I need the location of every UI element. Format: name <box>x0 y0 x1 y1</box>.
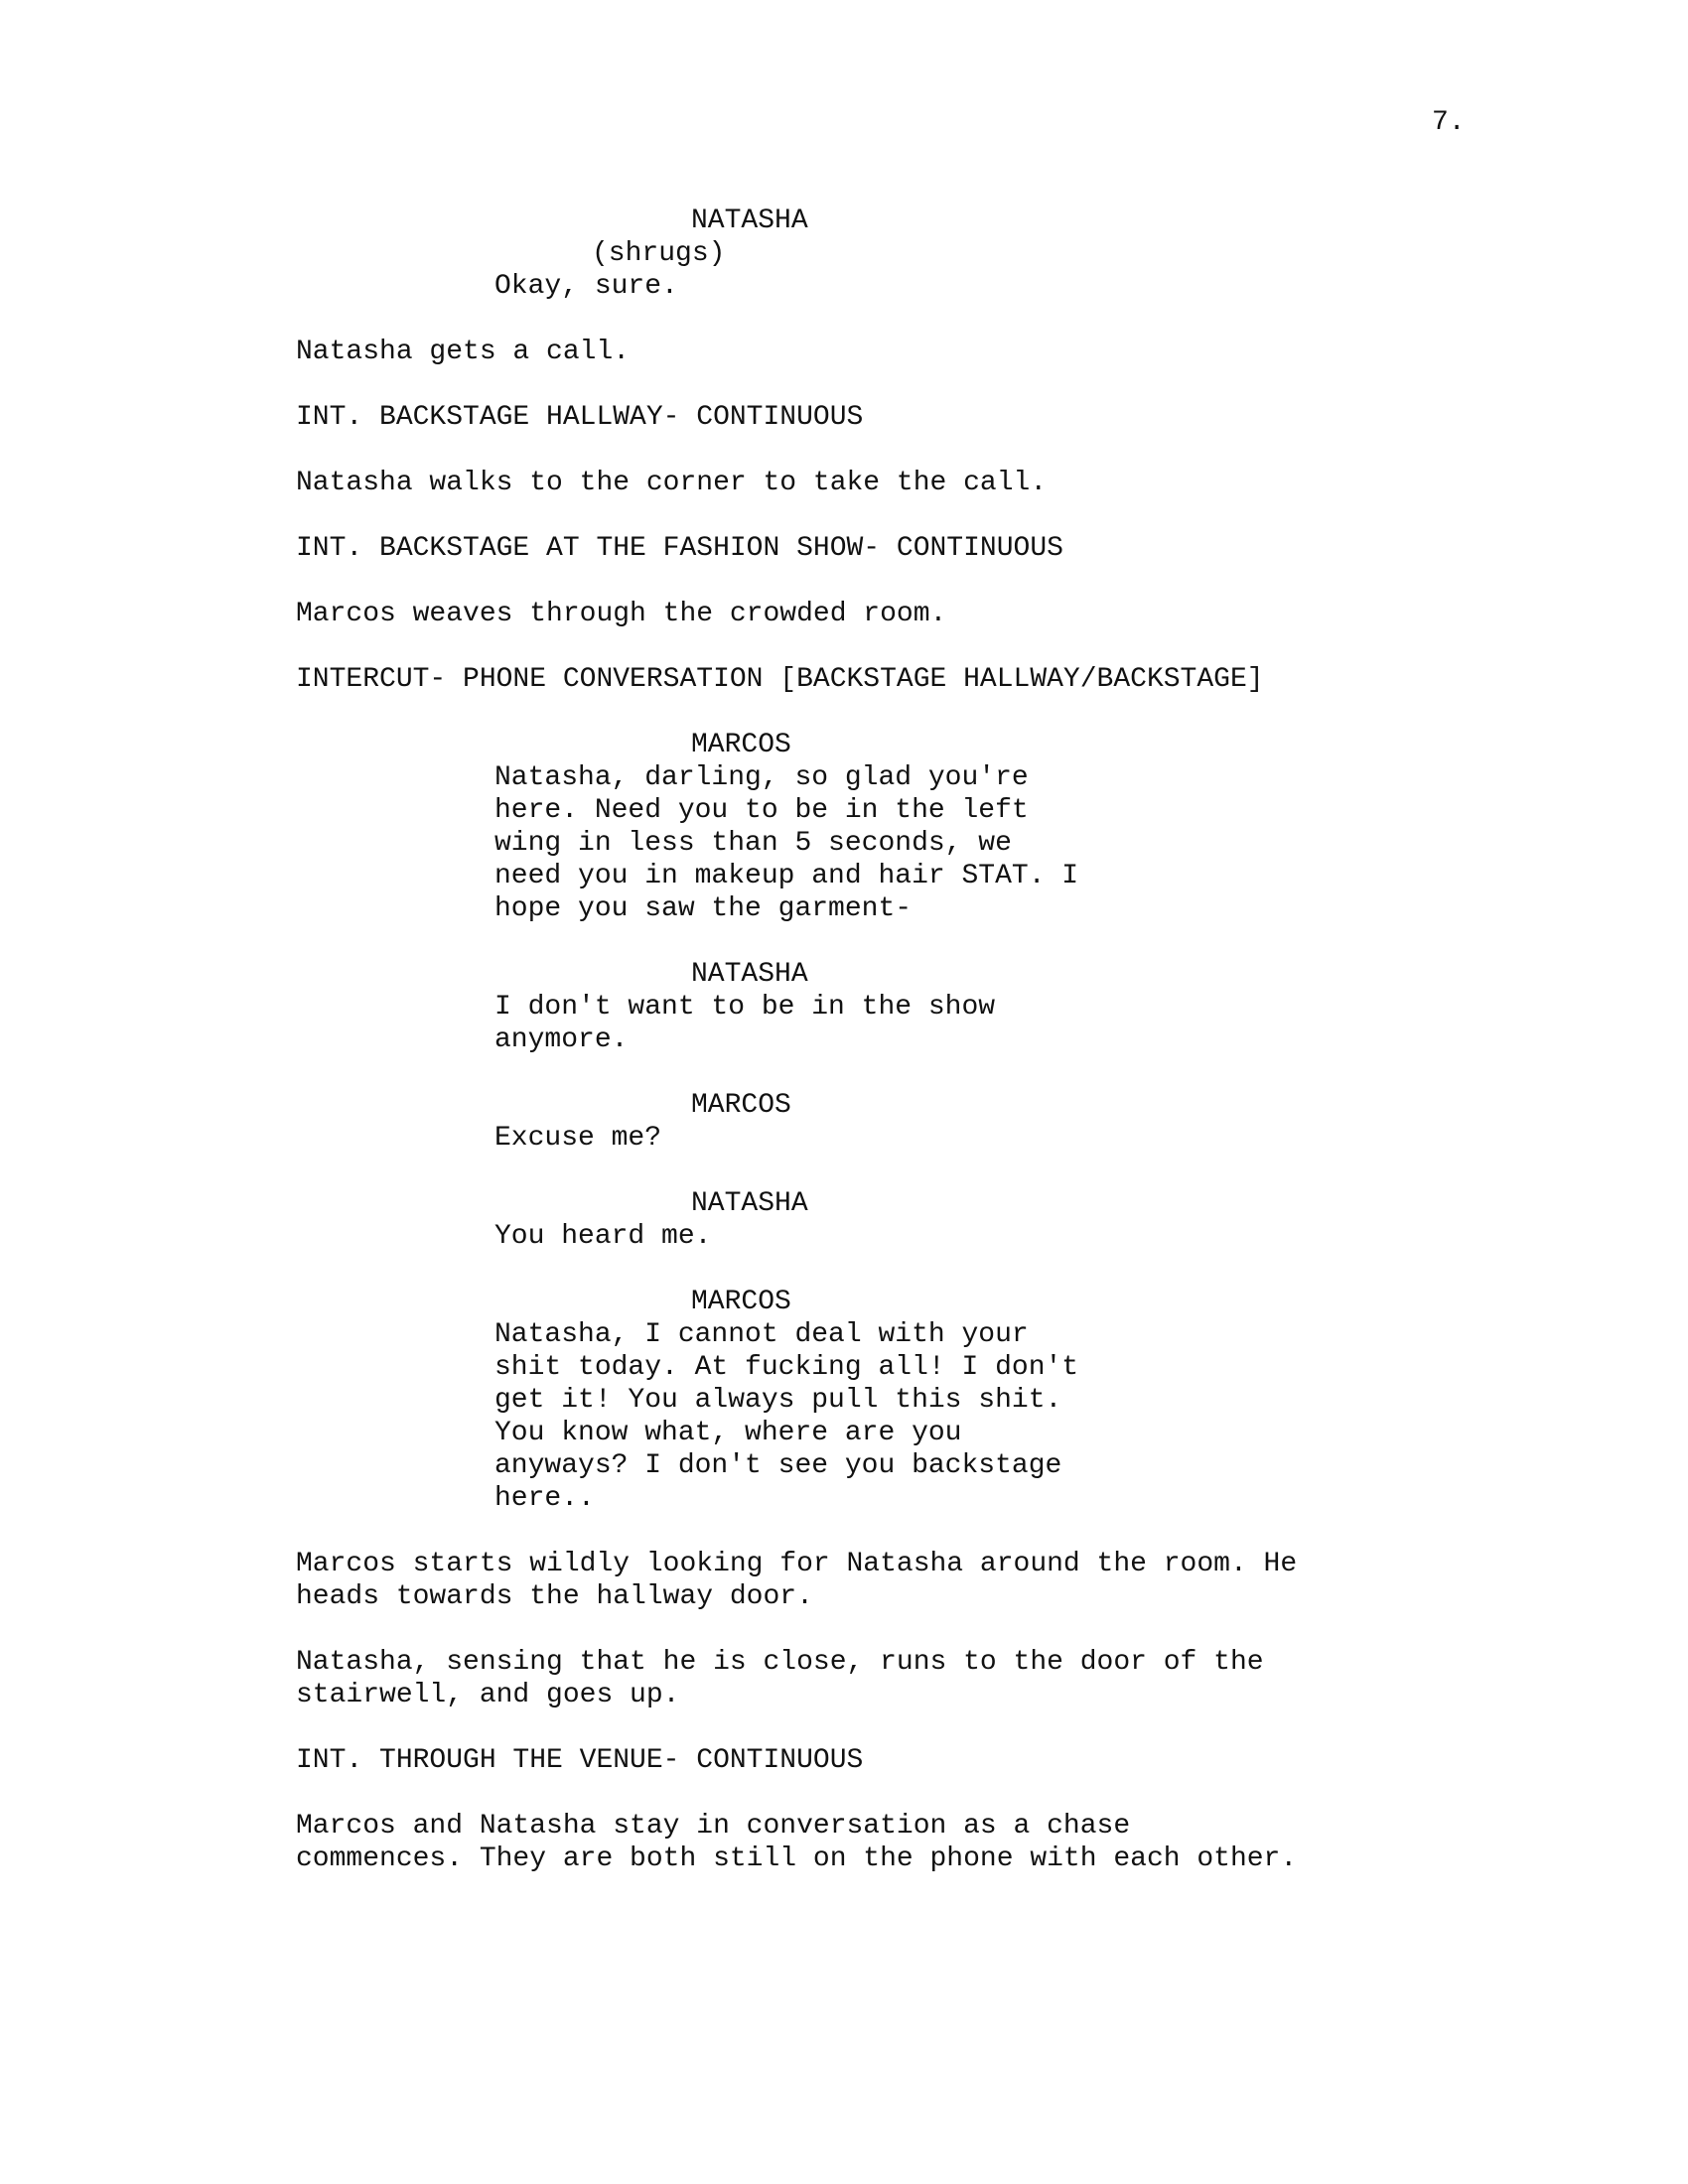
scene-heading: INT. BACKSTAGE HALLWAY- CONTINUOUS <box>296 402 864 433</box>
action-line: Natasha walks to the corner to take the call. <box>296 468 1048 498</box>
action-line: Natasha, sensing that he is close, runs to the door of the stairwell, and goes up. <box>296 1647 1264 1710</box>
action-line: Marcos and Natasha stay in conversation as a chase commences. They are both still on the phone with each other. <box>296 1811 1298 1874</box>
action-line: Marcos weaves through the crowded room. <box>296 599 947 629</box>
character-name: MARCOS <box>691 1287 791 1317</box>
page-number: 7. <box>1432 107 1466 138</box>
dialogue: Okay, sure. <box>494 271 678 302</box>
action-line: Natasha gets a call. <box>296 337 631 367</box>
parenthetical: (shrugs) <box>592 238 726 269</box>
scene-heading: INT. THROUGH THE VENUE- CONTINUOUS <box>296 1745 864 1776</box>
character-name: NATASHA <box>691 959 808 990</box>
dialogue: I don't want to be in the show anymore. <box>494 992 996 1055</box>
dialogue: Natasha, darling, so glad you're here. Need you to be in the left wing in less than 5 seconds, we need you in makeup and hair STAT. I hope you saw the garment- <box>494 762 1079 924</box>
dialogue: You heard me. <box>494 1221 712 1252</box>
script-body <box>296 205 1527 1908</box>
scene-heading: INTERCUT- PHONE CONVERSATION [BACKSTAGE HALLWAY/BACKSTAGE] <box>296 664 1264 695</box>
dialogue: Excuse me? <box>494 1123 662 1154</box>
dialogue: Natasha, I cannot deal with your shit today. At fucking all! I don't get it! You always pull this shit. You know what, where are you anyways? I don't see you backstage here.. <box>494 1319 1079 1514</box>
character-name: NATASHA <box>691 205 808 236</box>
character-name: NATASHA <box>691 1188 808 1219</box>
action-line: Marcos starts wildly looking for Natasha around the room. He heads towards the hallway door. <box>296 1549 1298 1612</box>
character-name: MARCOS <box>691 730 791 760</box>
character-name: MARCOS <box>691 1090 791 1121</box>
scene-heading: INT. BACKSTAGE AT THE FASHION SHOW- CONTINUOUS <box>296 533 1063 564</box>
